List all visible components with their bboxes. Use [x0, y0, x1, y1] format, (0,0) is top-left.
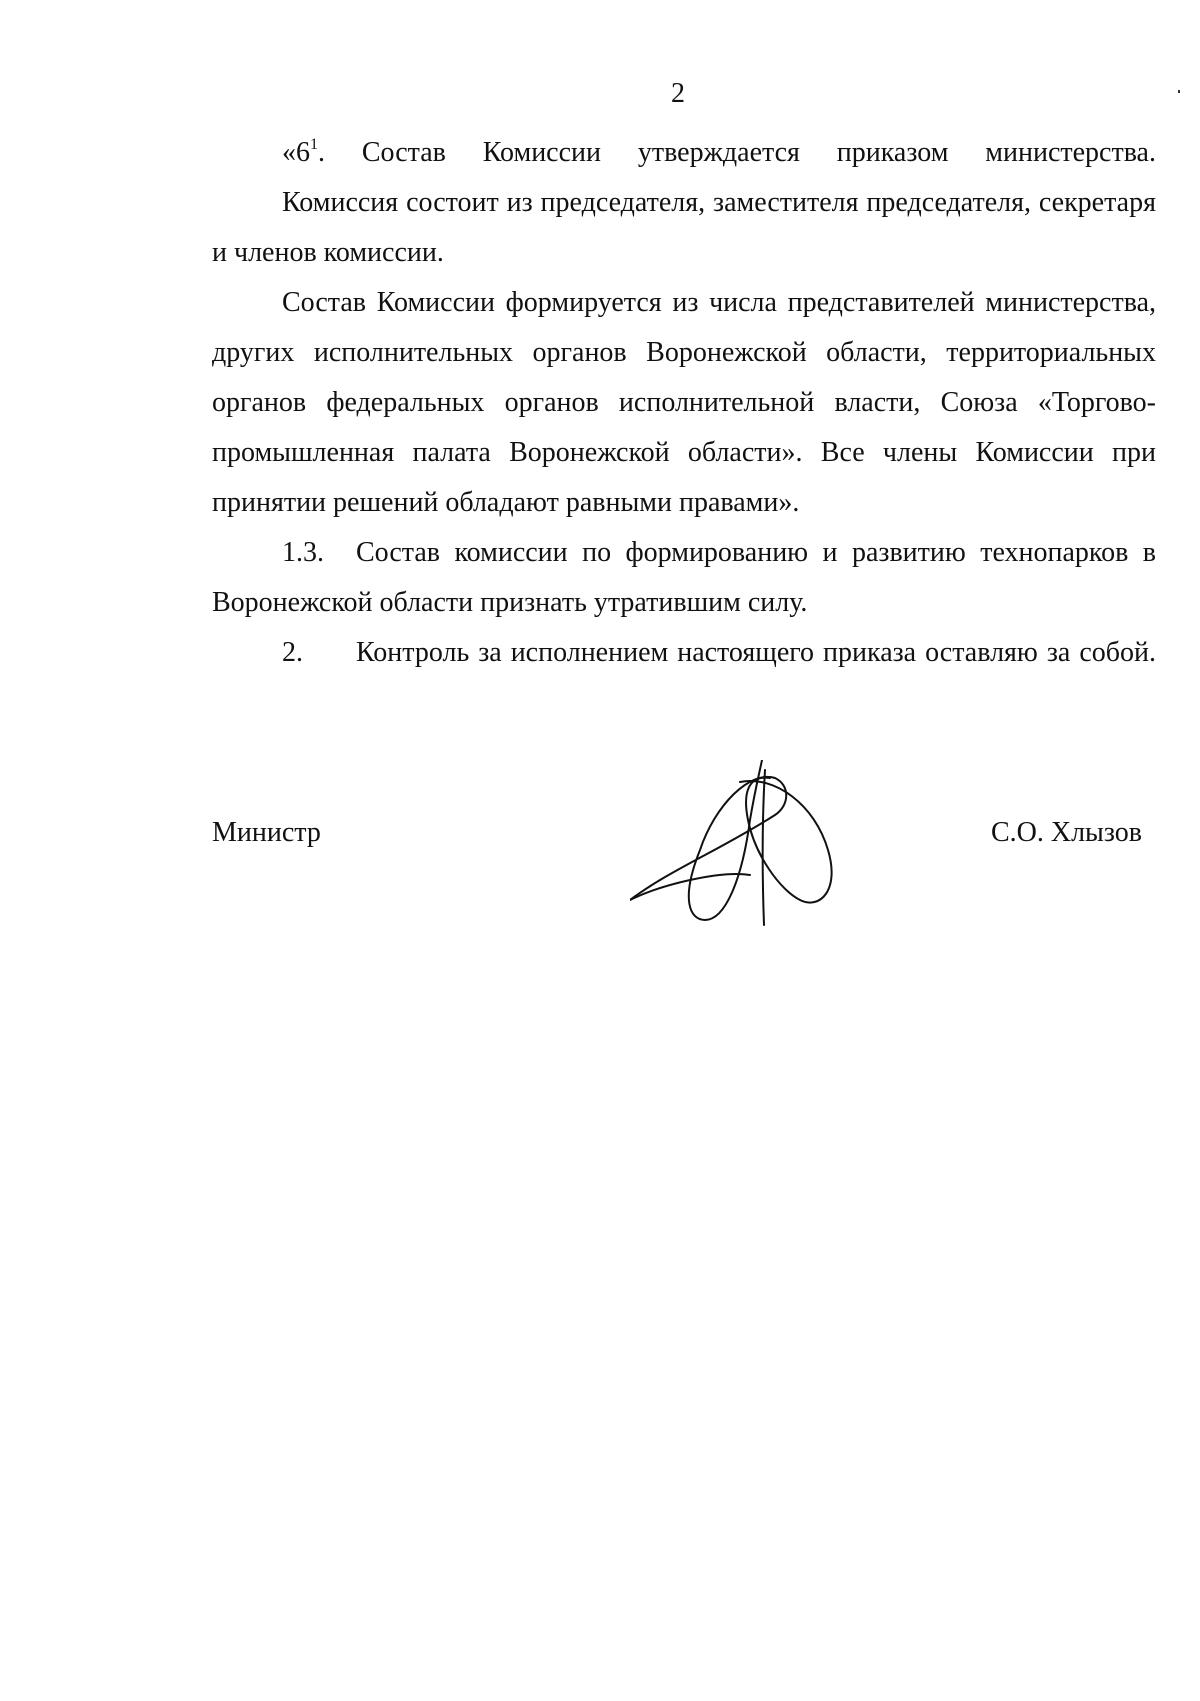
clause-6-1 [212, 128, 1156, 178]
signer-position: Министр [212, 817, 321, 848]
scan-speck [1178, 90, 1180, 93]
item-1-3 [212, 528, 1156, 628]
clause-6-1-text: . Состав Комиссии утверждается приказом министерства. [318, 137, 1156, 168]
signature-stroke-vertical [763, 770, 765, 925]
document-body [212, 128, 1156, 678]
page-number: 2 [671, 78, 685, 109]
item-1-3-first-line [212, 528, 1156, 578]
item-1-3-continuation: Воронежской области признать утратившим силу. [212, 587, 808, 618]
item-1-3-text: Состав комиссии по формированию и развитию технопарков в [356, 537, 1156, 568]
signer-name: С.О. Хлызов [990, 817, 1142, 848]
composition-paragraph: Комиссия состоит из председателя, заместителя председателя, секретаря и членов комиссии. [212, 187, 1156, 268]
item-2-text: Контроль за исполнением настоящего приказа оставляю за собой. [356, 637, 1156, 668]
item-1-3-number: 1.3. [282, 537, 324, 568]
formation-paragraph: Состав Комиссии формируется из числа представителей министерства, других исполнительных органов Воронежской области, территориальных органов федеральных органов исполнительной власти, Союза «Торгово-промышленная палата Воронежской области». Все члены Комиссии при принятии решений обладают равными правами». [212, 287, 1156, 518]
clause-6-1-superscript: 1 [310, 136, 318, 153]
item-2 [212, 628, 1156, 678]
item-2-number: 2. [282, 637, 303, 668]
handwritten-signature-icon [630, 760, 880, 940]
item-2-line [212, 628, 1156, 678]
clause-6-1-prefix: «6 [282, 137, 310, 168]
